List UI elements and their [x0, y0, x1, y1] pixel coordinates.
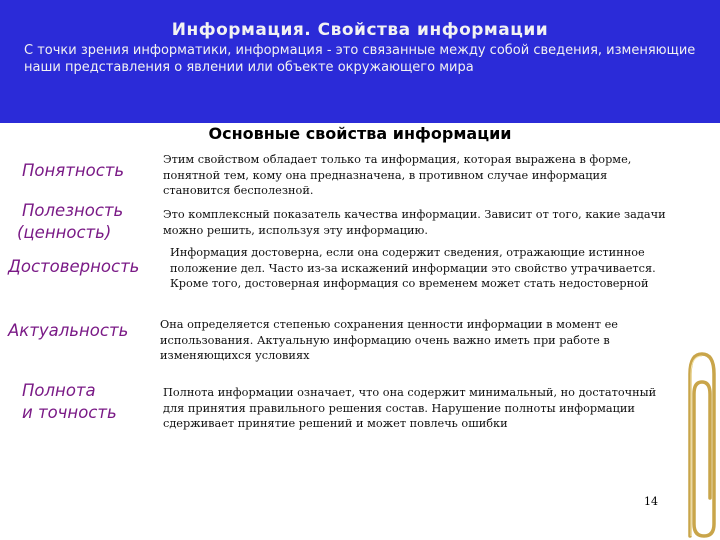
property-term-completeness: Полнота: [22, 381, 96, 400]
property-term-usefulness-sub: (ценность): [17, 223, 112, 242]
property-desc-usefulness: Это комплексный показатель качества информации. Зависит от того, какие задачи можно решить, используя эту информацию.: [163, 208, 666, 237]
definition-text: С точки зрения информатики, информация - это связанные между собой сведения, изменяющие наши представления о явлении или объекте окружающего мира: [24, 43, 696, 75]
page-title: Информация. Свойства информации: [171, 20, 549, 40]
property-term-usefulness: Полезность: [22, 201, 124, 220]
paperclip-icon: [668, 348, 720, 540]
property-term-completeness-sub: и точность: [22, 403, 117, 422]
header-banner: [0, 0, 720, 123]
property-desc-completeness: Полнота информации означает, что она содержит минимальный, но достаточный для принятия правильного решения состав. Нарушение полноты информации сдерживает принятие решений и может повлечь ошибки: [163, 386, 657, 430]
property-desc-relevance: Она определяется степенью сохранения ценности информации в момент ее использования. Актуальную информацию очень важно иметь при работе в изменяющихся условиях: [160, 318, 618, 362]
page-number: 14: [644, 495, 658, 508]
section-title: Основные свойства информации: [208, 124, 512, 143]
property-term-relevance: Актуальность: [8, 321, 129, 340]
property-desc-clarity: Этим свойством обладает только та информация, которая выражена в форме, понятной тем, кому она предназначена, в противном случае информация становится бесполезной.: [163, 153, 632, 197]
property-desc-reliability: Информация достоверна, если она содержит сведения, отражающие истинное положение дел. Часто из-за искажений информации это свойство утрачивается. Кроме того, достоверная информация со временем может стать недостоверной: [170, 246, 656, 290]
property-term-clarity: Понятность: [22, 161, 125, 180]
property-term-reliability: Достоверность: [8, 257, 140, 276]
